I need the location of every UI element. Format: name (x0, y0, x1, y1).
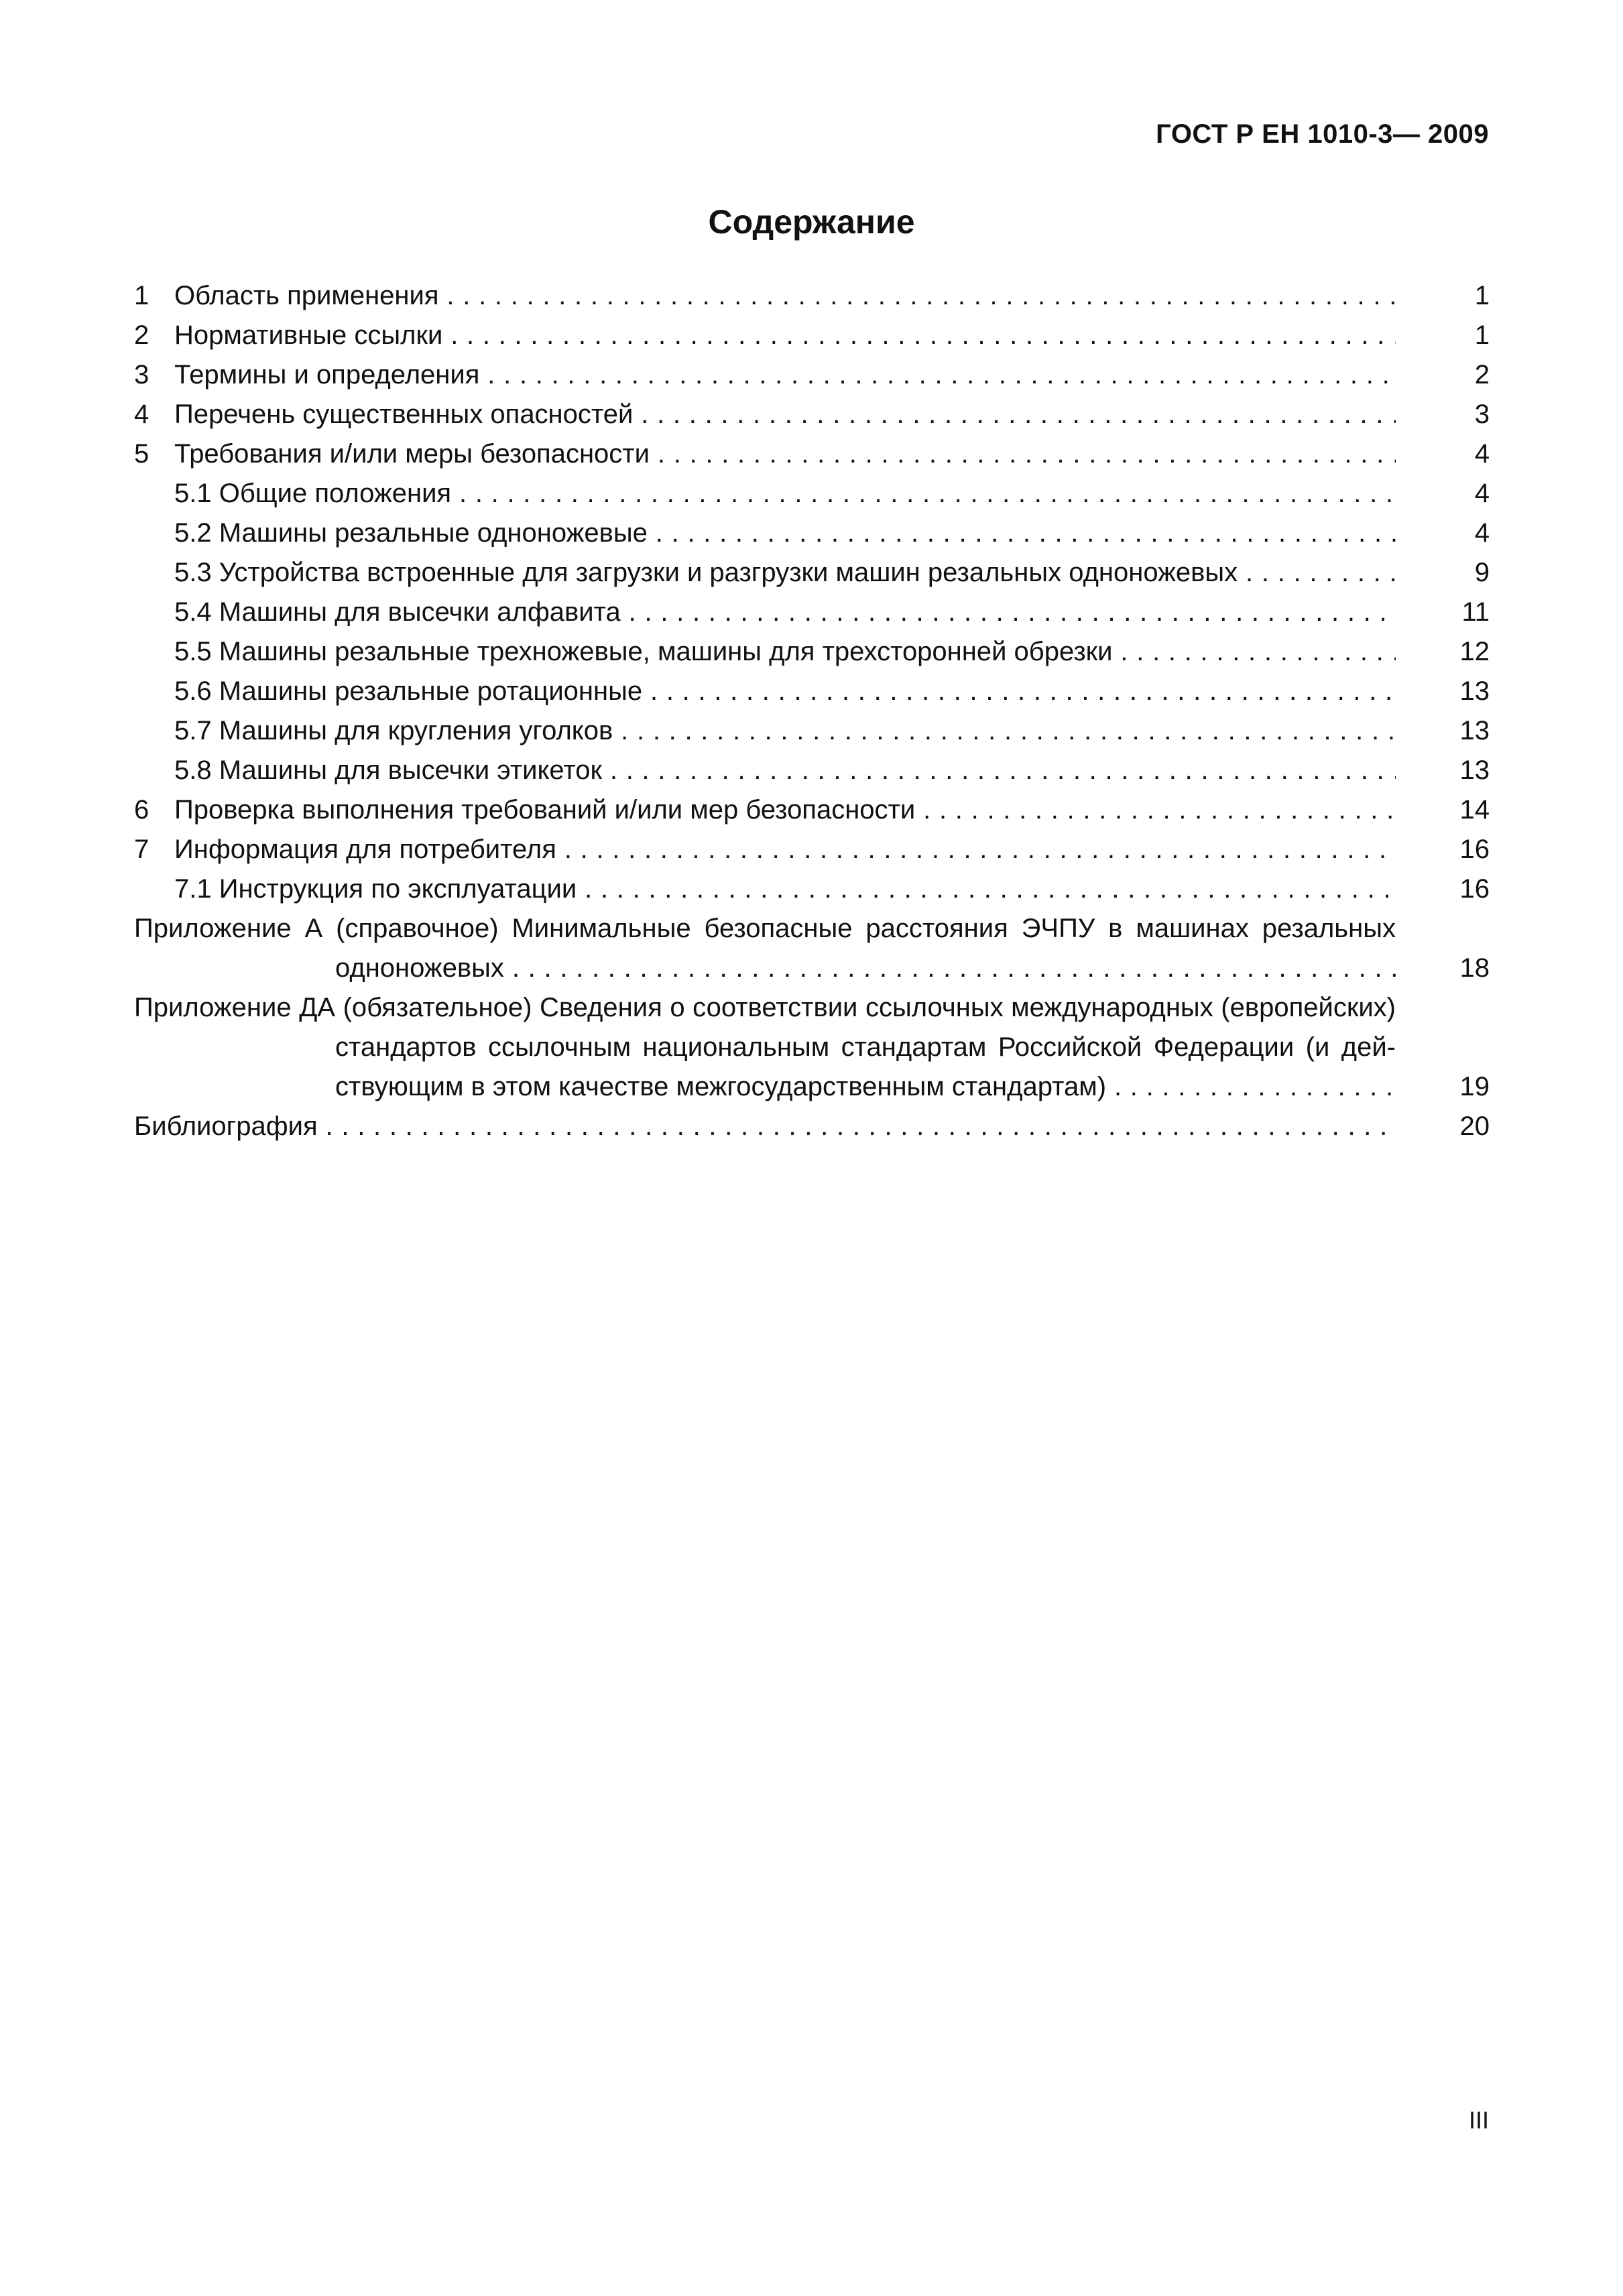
toc-page-number: 14 (1459, 795, 1490, 825)
toc-page-number: 13 (1459, 756, 1490, 785)
toc-number: 4 (134, 400, 149, 429)
toc-title: Приложение ДА (обязательное) Сведения о соответствии ссылочных международных (европейских) (134, 993, 1396, 1022)
toc-entry-5-1[interactable] (134, 474, 1490, 513)
toc-page-number: 20 (1459, 1111, 1490, 1141)
toc-page-number: 13 (1459, 676, 1490, 706)
toc-entry-5-4[interactable] (134, 593, 1490, 632)
toc-entry-5-8[interactable] (134, 751, 1490, 790)
toc-entry-5-5[interactable] (134, 632, 1490, 672)
toc-title: Область применения (174, 281, 439, 310)
toc-entry-1[interactable] (134, 276, 1490, 316)
toc-title: 5.3 Устройства встроенные для загрузки и разгрузки машин резальных одноножевых . . . (174, 553, 1396, 593)
toc-title: 5.1 Общие положения . . . (174, 474, 1396, 513)
toc-page-number: 4 (1474, 479, 1490, 508)
toc-number: 6 (134, 795, 149, 825)
toc-page-number: 19 (1459, 1072, 1490, 1101)
toc-page-number: 16 (1459, 835, 1490, 864)
toc-title: Проверка выполнения требований и/или мер безопасности (174, 795, 916, 825)
toc-entry-appendix-a[interactable] (134, 909, 1490, 988)
toc-page-number: 3 (1474, 400, 1490, 429)
toc-page-number: 12 (1459, 637, 1490, 666)
toc-entry-7[interactable] (134, 830, 1490, 869)
toc-page-number: 13 (1459, 716, 1490, 745)
toc-page-number: 16 (1459, 874, 1490, 904)
toc-page-number: 4 (1474, 518, 1490, 548)
toc-entry-bibliography[interactable] (134, 1107, 1490, 1146)
toc-title: Нормативные ссылки (174, 320, 443, 350)
toc-entry-appendix-da[interactable] (134, 988, 1490, 1107)
toc-title: 5.8 Машины для высечки этикеток . . . (174, 751, 1396, 790)
toc-title: 5.4 Машины для высечки алфавита . . . (174, 593, 1396, 632)
toc-title: Перечень существенных опасностей (174, 400, 634, 429)
toc-title: 5.5 Машины резальные трехножевые, машины для трехсторонней обрезки . . . (174, 632, 1396, 672)
toc-title: 5.2 Машины резальные одноножевые . . . (174, 513, 1396, 553)
toc-title: Информация для потребителя (174, 835, 556, 864)
toc-title: Библиография . . . (134, 1107, 1396, 1146)
toc-entry-5-7[interactable] (134, 711, 1490, 751)
toc-entry-5[interactable] (134, 434, 1490, 474)
toc-page-number: 4 (1474, 439, 1490, 469)
toc-entry-6[interactable] (134, 790, 1490, 830)
toc-entry-5-2[interactable] (134, 513, 1490, 553)
toc-title-continuation: стандартов ссылочным национальным стандартам Российской Федерации (и дей- (335, 1032, 1396, 1062)
toc-entry-5-3[interactable] (134, 553, 1490, 593)
toc-title: 5.7 Машины для кругления уголков . . . (174, 711, 1396, 751)
toc-number: 3 (134, 360, 149, 389)
page-folio: III (1468, 2106, 1489, 2134)
toc-entry-2[interactable] (134, 316, 1490, 355)
toc-title: Термины и определения (174, 360, 480, 389)
toc-page-number: 1 (1474, 281, 1490, 310)
toc-number: 1 (134, 281, 149, 310)
toc-number: 7 (134, 835, 149, 864)
page-title: Содержание (708, 203, 915, 241)
document-code: ГОСТ Р ЕН 1010-3— 2009 (1156, 119, 1489, 149)
toc-number: 2 (134, 320, 149, 350)
toc-title-continuation: одноножевых . . . (335, 949, 1396, 988)
toc-entry-3[interactable] (134, 355, 1490, 395)
toc-title: Приложение А (справочное) Минимальные безопасные расстояния ЭЧПУ в машинах резальных (134, 914, 1396, 943)
toc-page-number: 1 (1474, 320, 1490, 350)
toc-title: 7.1 Инструкция по эксплуатации . . . (174, 869, 1396, 909)
toc-title: Требования и/или меры безопасности (174, 439, 650, 469)
toc-page-number: 18 (1459, 953, 1490, 983)
toc-entry-5-6[interactable] (134, 672, 1490, 711)
toc-page-number: 2 (1474, 360, 1490, 389)
toc-number: 5 (134, 439, 149, 469)
toc-entry-4[interactable] (134, 395, 1490, 434)
table-of-contents (134, 276, 1490, 1146)
toc-title: 5.6 Машины резальные ротационные . . . (174, 672, 1396, 711)
toc-page-number: 9 (1474, 558, 1490, 587)
toc-page-number: 11 (1461, 597, 1490, 627)
toc-entry-7-1[interactable] (134, 869, 1490, 909)
toc-title-continuation: ствующим в этом качестве межгосударственным стандартам) . . . (335, 1067, 1396, 1107)
